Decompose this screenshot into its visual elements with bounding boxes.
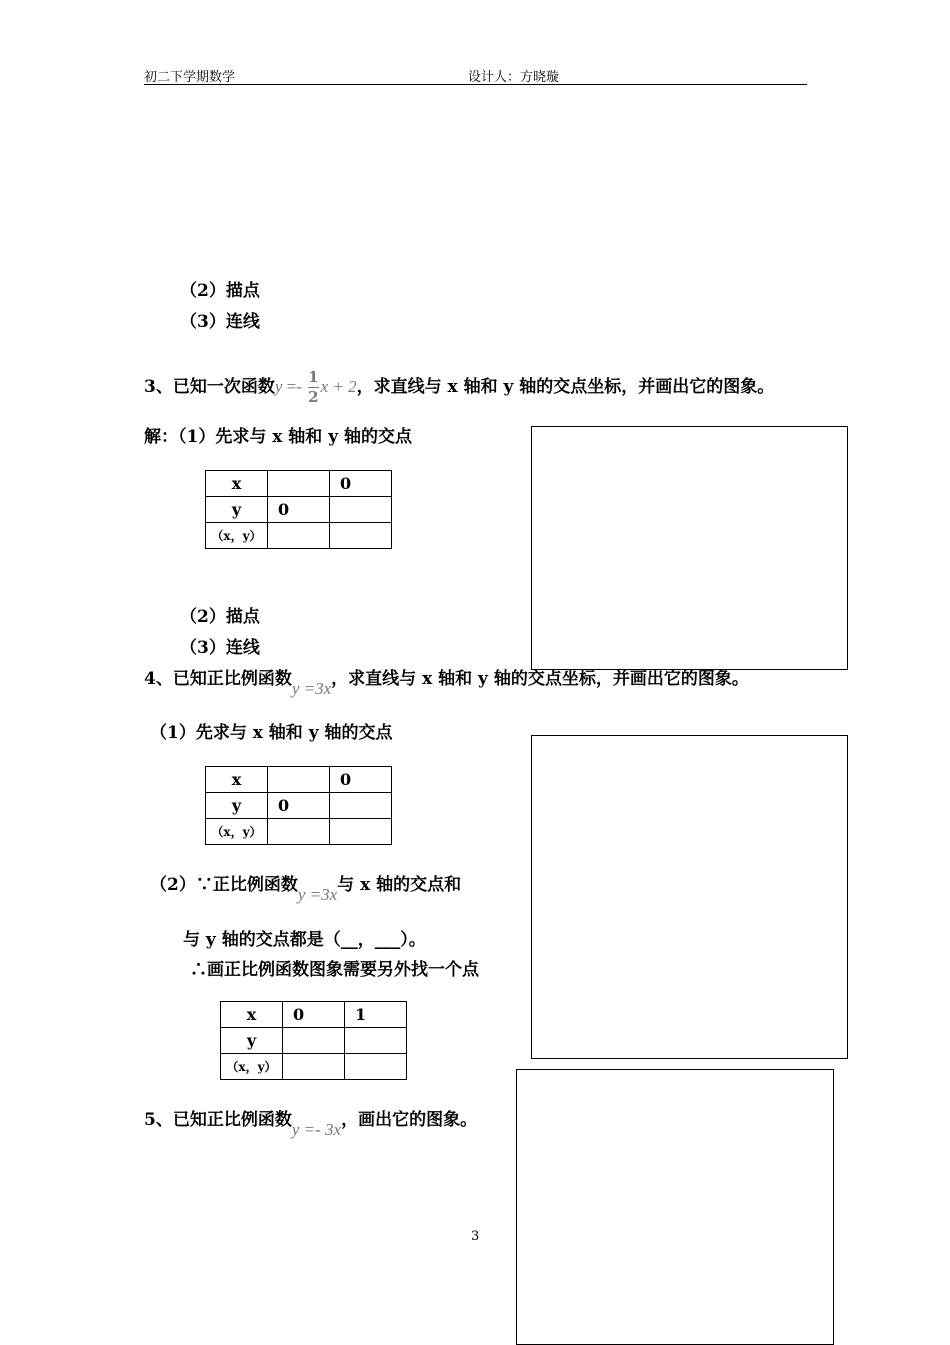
header-right: 设计人：方晓璇	[468, 70, 560, 85]
table-cell	[345, 1028, 407, 1054]
table-cell: 0	[283, 1002, 345, 1028]
q3-fraction	[308, 370, 318, 405]
table-cell	[268, 523, 330, 549]
table-row	[206, 767, 392, 793]
q4-step2-suffix: 与 x 轴的交点和	[337, 875, 462, 895]
q4-step1: （1）先求与 x 轴和 y 轴的交点	[150, 723, 393, 743]
table-cell	[330, 793, 392, 819]
q4-intersection-line: 与 y 轴的交点都是（__，___）。	[183, 930, 426, 950]
table-cell: y	[221, 1028, 283, 1054]
top-step3: （3）连线	[180, 312, 260, 332]
table-cell: x	[206, 767, 268, 793]
q4-equation: y =3x	[291, 679, 332, 698]
q3-prefix: 3、已知一次函数	[144, 377, 275, 397]
table-row	[206, 471, 392, 497]
q3-eq-rest: x + 2	[320, 377, 357, 396]
top-step2: （2）描点	[180, 281, 260, 301]
q4-value-table-1	[205, 766, 392, 845]
q3-value-table	[205, 470, 392, 549]
q4-value-table-2	[220, 1001, 407, 1080]
q3-eq-eq: =-	[282, 377, 307, 396]
header-rule	[144, 84, 807, 85]
table-cell	[283, 1054, 345, 1080]
q3-statement	[144, 370, 774, 405]
table-cell	[268, 767, 330, 793]
q4-step2	[150, 870, 462, 904]
table-row	[206, 497, 392, 523]
q4-step2-equation: y =3x	[297, 885, 338, 904]
q4-therefore-line: ∴画正比例函数图象需要另外找一个点	[190, 960, 479, 980]
q4-prefix: 4、已知正比例函数	[144, 669, 292, 689]
header-left: 初二下学期数学	[144, 70, 236, 85]
page-number: 3	[471, 1229, 480, 1244]
table-cell: y	[206, 793, 268, 819]
table-cell	[330, 497, 392, 523]
table-cell: x	[221, 1002, 283, 1028]
q5-equation: y =- 3x	[291, 1120, 342, 1139]
q4-step2-prefix: （2）∵正比例函数	[150, 875, 298, 895]
table-row	[221, 1028, 407, 1054]
table-row	[221, 1002, 407, 1028]
table-row	[206, 819, 392, 845]
q3-graph-box	[531, 426, 848, 670]
table-cell: y	[206, 497, 268, 523]
q5-suffix: ，画出它的图象。	[341, 1110, 478, 1130]
table-cell: 0	[268, 497, 330, 523]
q3-step2: （2）描点	[180, 607, 260, 627]
table-cell: （x，y）	[206, 523, 268, 549]
table-row	[206, 793, 392, 819]
table-cell: 1	[345, 1002, 407, 1028]
table-row	[206, 523, 392, 549]
table-cell	[330, 819, 392, 845]
table-cell: 0	[268, 793, 330, 819]
q3-frac-num: 1	[308, 368, 319, 386]
q3-step3: （3）连线	[180, 638, 260, 658]
table-cell: （x，y）	[206, 819, 268, 845]
q5-statement	[144, 1105, 478, 1139]
q3-frac-den: 2	[308, 388, 319, 406]
table-cell: 0	[330, 471, 392, 497]
q3-suffix: ，求直线与 x 轴和 y 轴的交点坐标，并画出它的图象。	[356, 377, 775, 397]
table-cell	[330, 523, 392, 549]
q4-statement	[144, 664, 749, 698]
table-cell: x	[206, 471, 268, 497]
table-cell	[268, 471, 330, 497]
table-cell	[268, 819, 330, 845]
q4-suffix: ，求直线与 x 轴和 y 轴的交点坐标，并画出它的图象。	[331, 669, 749, 689]
table-cell	[283, 1028, 345, 1054]
table-cell	[345, 1054, 407, 1080]
q5-prefix: 5、已知正比例函数	[144, 1110, 292, 1130]
q4-graph-box	[531, 735, 848, 1059]
q5-graph-box	[516, 1069, 834, 1345]
table-row	[221, 1054, 407, 1080]
table-cell: 0	[330, 767, 392, 793]
table-cell: （x，y）	[221, 1054, 283, 1080]
q3-solution-step1: 解：（1）先求与 x 轴和 y 轴的交点	[144, 427, 413, 447]
q3-eq-y: y	[274, 377, 283, 396]
